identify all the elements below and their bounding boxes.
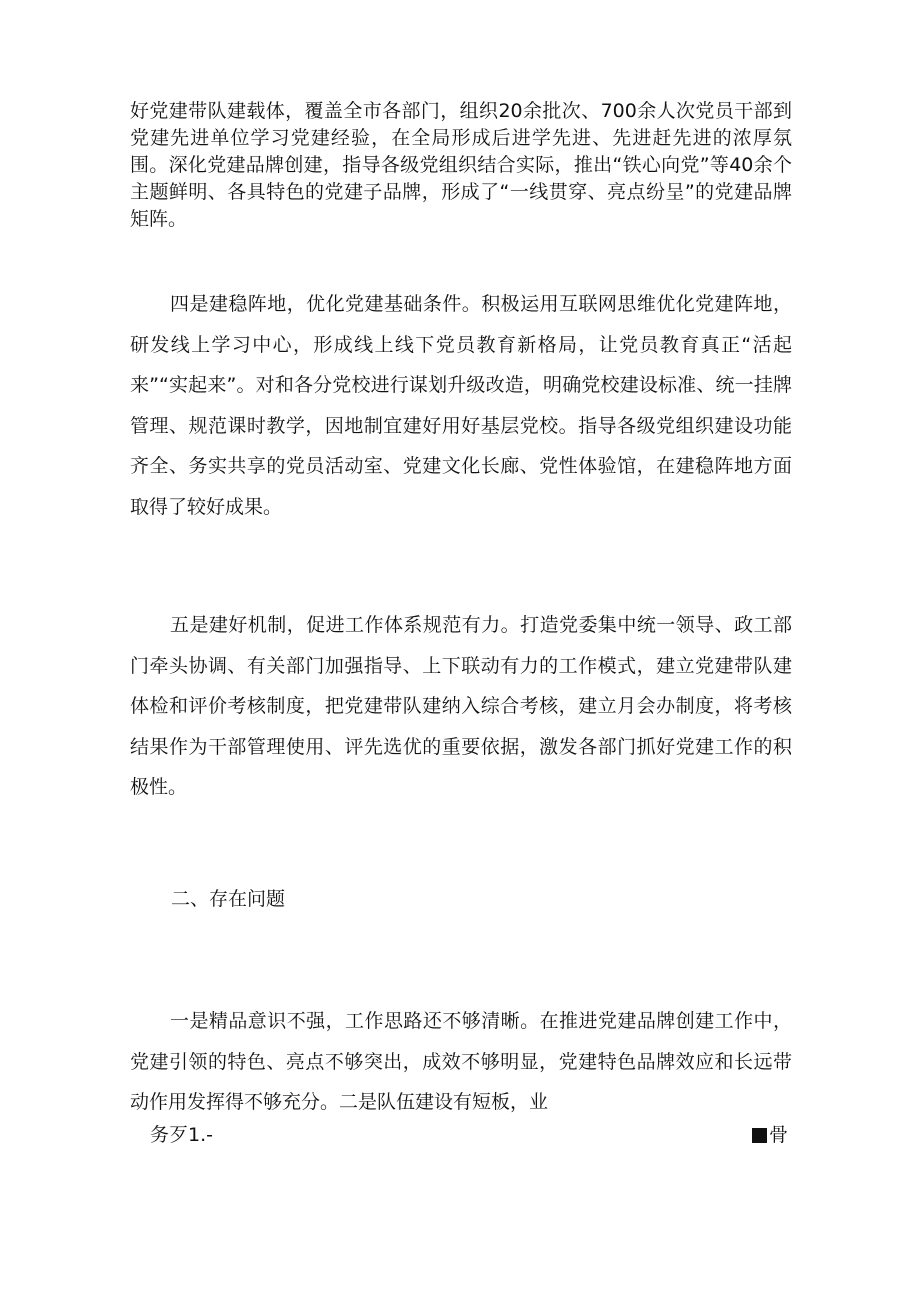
footer-left-text: 务歹1.- [150, 1124, 213, 1146]
paragraph-position-building: 四是建稳阵地，优化党建基础条件。积极运用互联网思维优化党建阵地，研发线上学习中心，形成线上线下党员教育新格局，让党员教育真正“活起来”“实起来”。对和各分党校进行谋划升级改造，明确党校建设标准、统一挂牌管理、规范课时教学，因地制宜建好用好基层党校。指导各级党组织建设功能齐全、务实共享的党员活动室、党建文化长廊、党性体验馆，在建稳阵地方面取得了较好成果。 [130, 293, 792, 518]
footer-right [752, 1120, 788, 1150]
section-heading: 二、存在问题 [171, 888, 286, 910]
black-square-icon [752, 1128, 767, 1143]
footer-right-text: 骨 [769, 1124, 789, 1146]
paragraph-party-brand: 好党建带队建载体，覆盖全市各部门，组织20余批次、700余人次党员干部到党建先进单位学习党建经验，在全局形成后进学先进、先进赶先进的浓厚氛围。深化党建品牌创建，指导各级党组织结合实际，推出“铁心向党”等40余个主题鲜明、各具特色的党建子品牌，形成了“一线贯穿、亮点纷呈”的党建品牌矩阵。 [130, 100, 792, 230]
paragraph-problems: 一是精品意识不强，工作思路还不够清晰。在推进党建品牌创建工作中，党建引领的特色、亮点不够突出，成效不够明显，党建特色品牌效应和长远带动作用发挥得不够充分。二是队伍建设有短板，业 [130, 1010, 792, 1113]
paragraph-mechanism: 五是建好机制，促进工作体系规范有力。打造党委集中统一领导、政工部门牵头协调、有关部门加强指导、上下联动有力的工作模式，建立党建带队建体检和评价考核制度，把党建带队建纳入综合考核，建立月会办制度，将考核结果作为干部管理使用、评先选优的重要依据，激发各部门抓好党建工作的积极性。 [130, 614, 792, 798]
